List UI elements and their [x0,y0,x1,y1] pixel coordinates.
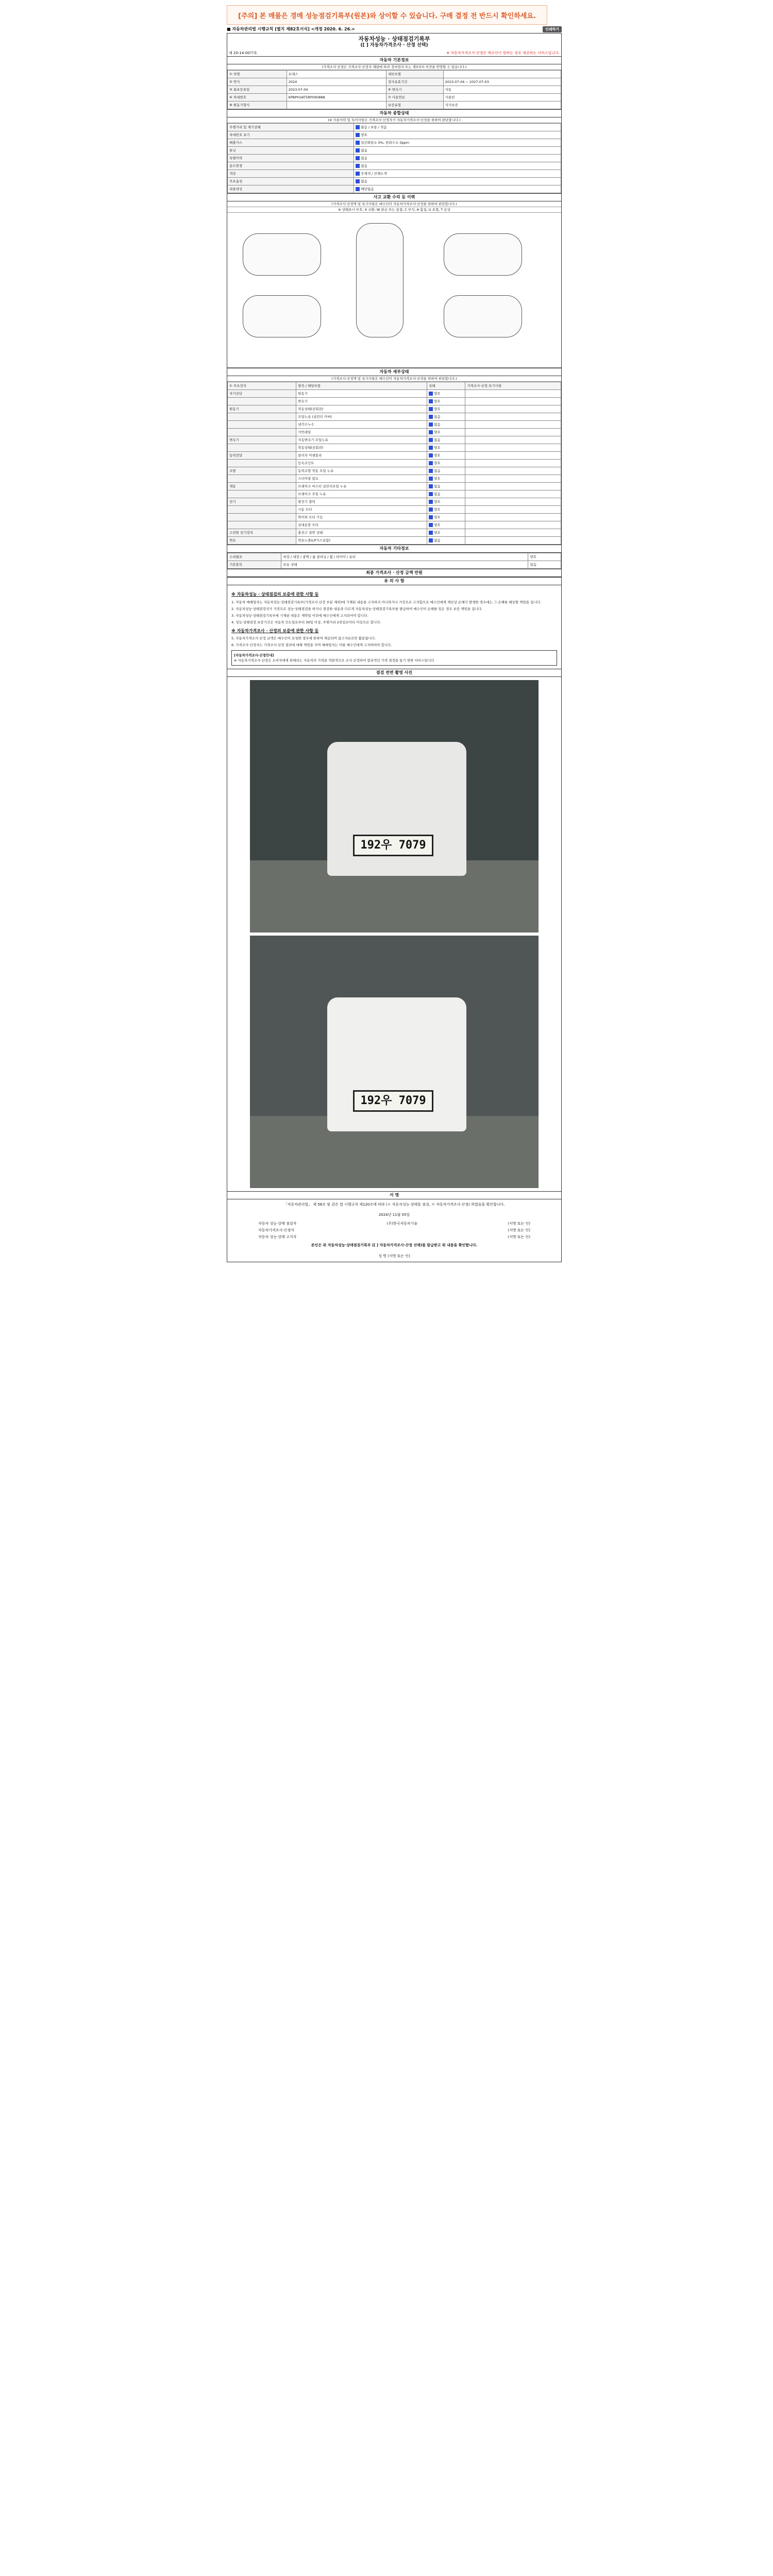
signature-date: 2024년 11월 05일 [378,1213,410,1217]
status-value: 없음 [361,163,367,168]
note-paragraph: 6. 가격조사·산정자는 가격조사·산정 결과에 대해 책임을 지며 매매업자는 이를 매수인에게 고지하여야 합니다. [231,643,392,648]
device-state [427,529,465,537]
device-group [228,413,296,421]
table-row [228,131,561,139]
checkbox-icon [429,422,433,427]
buyer-statement: 본인은 위 자동차성능·상태점검기록부 ([ ] 자동차가격조사·산정 선택)를 발급받고 위 내용을 확인합니다. [311,1243,478,1248]
price-remark [465,537,561,545]
notes-heading-1: ※ 자동차성능 · 상태점검의 보증에 관한 사항 등 [231,592,319,597]
device-item: 오일누유 (실린더 커버) [296,413,427,421]
signature-row [227,1221,561,1227]
cell-value [443,70,561,78]
checkbox-icon [429,469,433,473]
state-value: 양호 [434,407,441,412]
cell-value [354,178,561,185]
device-group: 원동기 [228,405,296,413]
price-remark [465,405,561,413]
car-side-left-icon [243,233,321,276]
table-row [228,429,561,436]
table-row [228,70,561,78]
table-row [228,78,561,86]
table-row [228,139,561,147]
device-item: 스티어링 펌프 [296,475,427,483]
status-value: 일산화탄소 0%, 탄화수소 0ppm [361,140,410,145]
device-item: 작동상태(공회전) [296,405,427,413]
license-plate-front: 192우 7079 [353,835,433,856]
table-row [228,413,561,421]
table-row [228,398,561,405]
cell-value [287,101,386,109]
checkbox-icon [429,515,433,519]
cell-value [354,147,561,155]
table-row [228,162,561,170]
state-value: 양호 [434,507,441,512]
notes-title: 유 의 사 항 [227,577,561,585]
state-value: 양호 [434,446,441,450]
basic-info-title: 자동차 기본정보 [227,56,561,64]
cell-value: 2024 [287,78,386,86]
device-state [427,537,465,545]
table-row [228,405,561,413]
cell-value: 자동 [443,86,561,93]
device-item: 와이퍼 모터 기능 [296,514,427,521]
checkbox-icon [356,179,360,183]
price-warning: ※ 자동차가격조사·산정은 매수인이 원하는 경우 제공하는 서비스입니다. [446,51,560,55]
table-row [228,93,561,101]
table-row [228,86,561,93]
device-state [427,521,465,529]
table-row [228,561,561,569]
price-remark [465,521,561,529]
price-remark [465,436,561,444]
status-value: 해당없음 [361,187,374,191]
device-group [228,429,296,436]
price-remark [465,483,561,490]
state-value: 양호 [434,392,441,396]
table-row [228,178,561,185]
device-item: 실내송풍 모터 [296,521,427,529]
basic-info-sub: (가격조사·산정은 가격조사·산정자 재량에 따라 정비업자 또는 제3자의 의견을 반영할 수 있습니다.) [227,64,561,70]
buyer-signature: 성 명 (서명 또는 인) [378,1254,410,1259]
device-group: 제동 [228,483,296,490]
device-item: 자동변속기 오일누유 [296,436,427,444]
price-label: 최종 가격조사 · 산정 금액 [366,570,413,575]
sign-slot: (서명 또는 인) [508,1228,530,1232]
checkbox-icon [429,507,433,512]
cell-label: 수리필요 [228,553,281,561]
device-item: 클러치 어셈블리 [296,452,427,460]
cell-label: 리콜대상 [228,185,354,193]
front-photo [250,680,539,933]
table-row [228,390,561,398]
checkbox-icon [356,187,360,191]
state-value: 양호 [434,461,441,466]
device-state [427,405,465,413]
cell-label: 기본품목 [228,561,281,569]
checkbox-icon [356,172,360,176]
cell-value: 양호 [528,553,561,561]
table-row [228,521,561,529]
device-group [228,444,296,452]
cell-label: 검사유효기간 [386,78,443,86]
checkbox-icon [429,500,433,504]
device-state [427,436,465,444]
price-value: 만원 [414,570,423,575]
table-row [228,490,561,498]
device-item: 커먼레일 [296,429,427,436]
price-remark [465,444,561,452]
price-remark [465,398,561,405]
state-value: 양호 [434,477,441,481]
cell-label: ② 연식 [228,78,287,86]
device-item: 시동 모터 [296,506,427,514]
note-paragraph: 5. 자동차가격조사·산정 금액은 매수인이 요청한 경우에 한하여 제공되며 참고자료로만 활용됩니다. [231,636,376,641]
device-state [427,398,465,405]
sign-slot: (서명 또는 인) [508,1234,530,1239]
table-row [228,537,561,545]
checkbox-icon [429,538,433,543]
checkbox-icon [429,531,433,535]
device-group [228,506,296,514]
cell-label: 배출가스 [228,139,354,147]
table-row [228,553,561,561]
meta-row [227,50,561,56]
checkbox-icon [356,141,360,145]
damage-title: 사고 교환 수리 등 이력 [227,193,561,201]
status-table [227,123,561,193]
status-value: 없음 [361,156,367,160]
status-value: 없음 [361,148,367,152]
device-state [427,483,465,490]
price-remark [465,452,561,460]
price-remark [465,390,561,398]
table-row [228,147,561,155]
device-state [427,460,465,467]
cell-label: 차대번호 표기 [228,131,354,139]
cell-value [354,162,561,170]
status-title: 자동차 종합상태 [227,109,561,117]
state-value: 없음 [434,538,441,543]
checkbox-icon [356,148,360,152]
cell-value [354,185,561,193]
device-group: 동력전달 [228,452,296,460]
cell-label: ⑧ 원동기형식 [228,101,287,109]
rear-photo [250,936,539,1188]
cell-value: 보유 상태 [281,561,528,569]
box-title: [자동차가격조사·산정안내] [234,653,274,657]
checkbox-icon [429,484,433,488]
device-group [228,521,296,529]
signer-name: (주)한국자동차기술 [386,1222,418,1226]
car-front-icon [243,295,321,337]
cell-value: 토레스 [287,70,386,78]
device-item: 연료누출(LP가스포함) [296,537,427,545]
checkbox-icon [429,477,433,481]
signer-role: 자동차가격조사·산정자 [258,1228,294,1232]
form-number: ■ 자동차관리법 시행규칙 [별지 제82호서식] <개정 2020. 6. 26.> [227,27,355,31]
signature-row [227,1234,561,1241]
table-row [228,101,561,109]
checkbox-icon [356,156,360,160]
state-value: 양호 [434,430,441,435]
device-state [427,498,465,506]
checkbox-icon [356,164,360,168]
checkbox-icon [356,125,360,129]
cell-label: 주행거리 및 계기상태 [228,124,354,131]
table-row [228,498,561,506]
table-row [228,444,561,452]
device-item: 냉각수누수 [296,421,427,429]
cell-value: 2023-07-04 [287,86,386,93]
device-item: 발전기 출력 [296,498,427,506]
detail-sub: (가격조사·산정액 및 특기사항은 매수인이 자동차가격조사·산정을 위하여 판단합니다.) [227,376,561,382]
table-row [228,452,561,460]
cell-value [354,170,561,178]
status-value: 없음 [361,179,367,183]
table-row [228,170,561,178]
checkbox-icon [429,407,433,411]
price-remark [465,498,561,506]
table-row [228,483,561,490]
device-group [228,490,296,498]
cell-value [354,155,561,162]
cell-label: ⑥ 변속기 [386,86,443,93]
state-value: 없음 [434,415,441,419]
state-value: 양호 [434,531,441,535]
notes-heading-2: ※ 자동차가격조사 · 산정의 보증에 관한 사항 등 [231,629,319,634]
print-button[interactable]: 인쇄하기 [543,26,562,33]
damage-sub: (가격조사·산정액 및 특기사항은 매수인이 자동차가격조사·산정을 위하여 판단합니다.) [227,201,561,207]
table-header [228,382,561,390]
cell-value: 가솔린 [443,93,561,101]
checkbox-icon [429,492,433,496]
table-row [228,421,561,429]
state-value: 없음 [434,484,441,489]
photo-title: 점검 전면 촬영 사진 [227,669,561,677]
device-state [427,452,465,460]
device-state [427,475,465,483]
state-value: 양호 [434,453,441,458]
cell-value [354,131,561,139]
col-header: 항목 / 해당부품 [296,382,427,390]
price-remark [465,514,561,521]
cell-value [354,139,561,147]
device-group [228,514,296,521]
cell-label: ① 차명 [228,70,287,78]
sign-slot: (서명 또는 인) [508,1222,530,1226]
state-value: 없음 [434,422,441,427]
cell-label: 세부모델 [386,70,443,78]
signature-row [227,1227,561,1234]
car-side-right-icon [444,233,522,276]
state-value: 양호 [434,399,441,404]
table-row [228,436,561,444]
title-block [227,33,561,50]
col-header: ① 주요장치 [228,382,296,390]
state-value: 양호 [434,515,441,520]
device-state [427,506,465,514]
table-row [228,514,561,521]
device-group [228,421,296,429]
state-value: 양호 [434,500,441,504]
note-paragraph: 1. 자동차 매매업자는 자동차성능·상태점검기록부(가격조사·산정 부분 제외)에 기재된 내용을 고지하지 아니하거나 거짓으로 고지함으로 매수인에게 재산상 손해가 발생한 경우에는 그 손해를 배상할 책임을 집니다. [231,600,541,604]
price-remark [465,529,561,537]
checkbox-icon [429,446,433,450]
device-item: 변속기 [296,398,427,405]
device-item: 작동상태(공회전) [296,444,427,452]
table-row [228,460,561,467]
detail-table [227,382,561,545]
table-row [228,467,561,475]
cell-label: 보증유형 [386,101,443,109]
price-remark [465,490,561,498]
status-sub: (※ 사용이력 및 특이사항은 가격조사·산정자가 자동차가격조사·산정을 위하여 판단합니다.) [227,117,561,123]
table-row [228,155,561,162]
device-state [427,514,465,521]
note-paragraph: 4. 성능·상태점검 보증기간은 자동차 인도일로부터 30일 이상, 주행거리 2천킬로미터 이상으로 합니다. [231,620,381,624]
status-value: 양호 [361,132,367,137]
device-state [427,467,465,475]
table-row [228,529,561,537]
etc-title: 자동차 기타정보 [227,545,561,553]
device-item: 브레이크 마스터 실린더오일 누유 [296,483,427,490]
checkbox-icon [429,453,433,457]
status-value: 많음 / 보통 / 적음 [361,125,387,129]
device-group [228,398,296,405]
device-group [228,475,296,483]
device-group [228,460,296,467]
document-subtitle: ([ ] 자동차가격조사 · 산정 선택) [360,42,428,48]
cell-label: ③ 최초등록일 [228,86,287,93]
etc-table [227,553,561,569]
damage-legend: ※ 상태표시 부호: X 교환, W 판금 또는 용접, C 부식, A 흠집, U 요철, T 손상 [227,207,561,213]
table-row [228,475,561,483]
price-remark [465,413,561,421]
signature-statement: 「자동차관리법」 제 58조 및 같은 법 시행규칙 제120조에 따라 (ㅇ 자동차성능·상태를 점검, ㅁ 자동차가격조사·산정) 하였음을 확인합니다. [283,1202,505,1207]
detail-title: 자동차 세부상태 [227,368,561,376]
device-group: 변속기 [228,436,296,444]
table-row [228,506,561,514]
cell-value: 있음 [528,561,561,569]
cell-value: KPBPH3AT5RP090888 [287,93,386,101]
col-header: 상태 [427,382,465,390]
car-top-icon [356,223,404,337]
table-row [228,185,561,193]
cell-label: ⑦ 사용연료 [386,93,443,101]
record-form [227,33,562,1262]
device-state [427,429,465,436]
signer-role: 자동차 성능·상태 고지자 [258,1234,297,1239]
cell-label: 특별이력 [228,155,354,162]
col-header: 가격조사·산정 특기사항 [465,382,561,390]
notes-section [227,585,561,668]
device-state [427,421,465,429]
device-group: 연료 [228,537,296,545]
checkbox-icon [356,133,360,137]
device-group: 전기 [228,498,296,506]
device-state [427,444,465,452]
checkbox-icon [429,415,433,419]
cell-label: 색상 [228,170,354,178]
table-row [228,124,561,131]
signer-role: 자동차 성능·상태 점검자 [258,1222,297,1226]
state-value: 없음 [434,469,441,473]
device-item: 브레이크 오일 누유 [296,490,427,498]
price-guide-box [231,650,557,666]
signature-title: 서 명 [227,1191,561,1199]
cell-value [354,124,561,131]
checkbox-icon [429,399,433,403]
price-remark [465,475,561,483]
note-paragraph: 2. 자동차성능·상태점검자가 거짓으로 성능·상태점검을 하거나 점검한 내용과 다르게 자동차성능·상태점검기록부를 발급하여 매수인이 손해를 입은 경우 보증 책임을 집니다. [231,606,483,611]
device-group: 고전원 전기장치 [228,529,296,537]
price-remark [465,467,561,475]
device-group: 자기진단 [228,390,296,398]
state-value: 없음 [434,492,441,497]
device-state [427,413,465,421]
cell-label: ④ 차대번호 [228,93,287,101]
cell-label: 용도변경 [228,162,354,170]
price-title [227,569,561,577]
basic-info-table [227,70,561,109]
device-item: 등속조인트 [296,460,427,467]
device-item: 원동기 [296,390,427,398]
device-item: 동력조향 작동 오일 누유 [296,467,427,475]
warning-notice: [주의] 본 매물은 경매 성능점검기록부(원본)와 상이할 수 있습니다. 구매 결정 전 반드시 확인하세요. [227,5,547,25]
vehicle-diagram [227,213,561,368]
checkbox-icon [429,430,433,434]
state-value: 양호 [434,523,441,528]
document-title: 자동차성능 · 상태점검기록부 [358,36,430,42]
price-remark [465,460,561,467]
note-paragraph: 3. 자동차성능·상태점검기록부에 기재된 내용은 계약일 이전에 매수인에게 고지되어야 합니다. [231,613,368,618]
checkbox-icon [429,392,433,396]
cell-label: 주요옵션 [228,178,354,185]
price-remark [465,506,561,514]
device-group: 조향 [228,467,296,475]
device-item: 충전구 절연 상태 [296,529,427,537]
state-value: 없음 [434,438,441,443]
price-remark [465,429,561,436]
box-text: ※ 자동차가격조사·산정은 소비자에게 판매되는 자동차의 가격을 객관적으로 조사·산정하여 합리적인 가격 결정을 돕기 위한 서비스입니다. [234,658,435,663]
price-remark [465,421,561,429]
inspection-document [227,26,562,1262]
checkbox-icon [429,438,433,442]
cell-label: 튜닝 [228,147,354,155]
checkbox-icon [429,523,433,527]
license-plate-rear: 192우 7079 [353,1090,433,1112]
checkbox-icon [429,461,433,465]
document-header [227,26,562,33]
car-rear-icon [444,295,522,337]
record-number: 제 20-14-00??호 [229,51,257,55]
device-state [427,490,465,498]
status-value: 무채색 / 전체도색 [361,171,387,176]
cell-value: 2023-07-04 ~ 2027-07-03 [443,78,561,86]
cell-value: 자가보증 [443,101,561,109]
cell-value: 외장 / 내장 / 광택 / 룸 클리닝 / 휠 / 타이어 / 유리 [281,553,528,561]
device-state [427,390,465,398]
